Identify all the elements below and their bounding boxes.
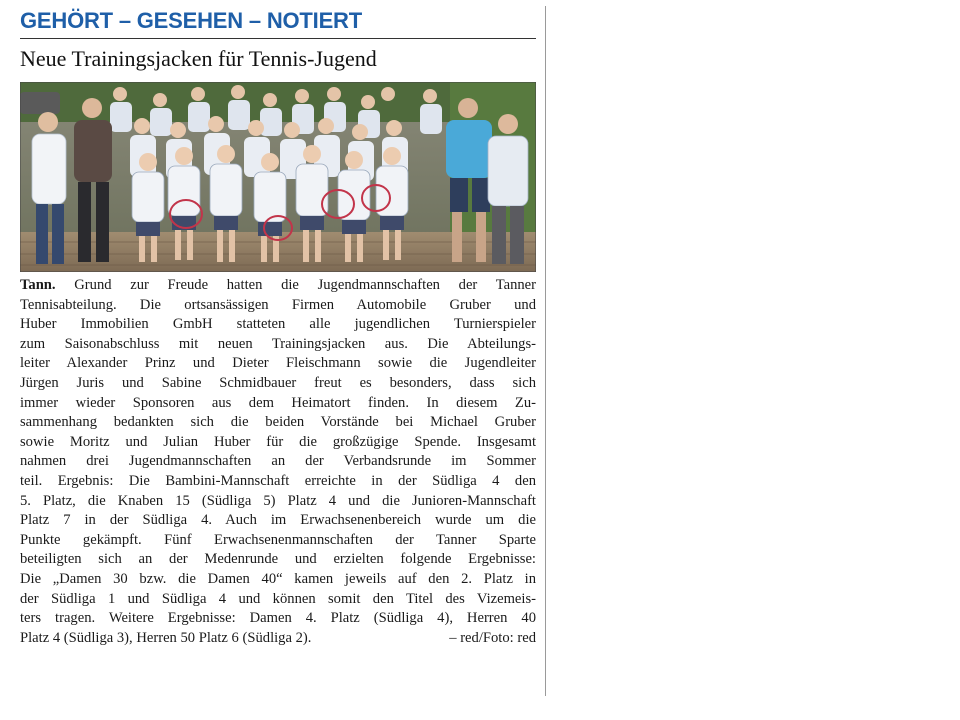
group-photo — [20, 82, 536, 272]
article-line: Die „Damen 30 bzw. die Damen 40“ kamen jeweils auf den 2. Platz in — [20, 570, 536, 587]
article-body — [20, 276, 536, 648]
article-line — [20, 276, 536, 296]
article-line: zum Saisonabschluss mit neuen Trainingsjacken aus. Die Abteilungs- — [20, 335, 536, 352]
article-line: sowie Moritz und Julian Huber für die großzügige Spende. Insgesamt — [20, 433, 536, 450]
article-line: Jürgen Juris und Sabine Schmidbauer freut es besonders, dass sich — [20, 374, 536, 391]
photo-credit: – red/Foto: red — [449, 629, 536, 646]
article-line-text: Grund zur Freude hatten die Jugendmannschaften der Tanner — [55, 277, 536, 293]
article-line: Huber Immobilien GmbH statteten alle jugendlichen Turnierspieler — [20, 316, 536, 333]
article-line: Platz 7 in der Südliga 4. Auch im Erwachsenenbereich wurde um die — [20, 512, 536, 529]
article-line: der Südliga 1 und Südliga 4 und können somit den Titel des Vizemeis- — [20, 590, 536, 607]
article-line: 5. Platz, die Knaben 15 (Südliga 5) Platz 4 und die Junioren-Mannschaft — [20, 492, 536, 509]
article-dateline: Tann. — [20, 277, 56, 293]
column-divider — [545, 6, 546, 696]
article-last-line — [20, 629, 536, 649]
article-line: sammenhang bedankten sich die beiden Vorstände bei Michael Gruber — [20, 414, 536, 431]
article-line: ters tragen. Weitere Ergebnisse: Damen 4. Platz (Südliga 4), Herren 40 — [20, 610, 536, 627]
group-photo-illustration — [20, 82, 536, 272]
article-line: teil. Ergebnis: Die Bambini-Mannschaft erreichte in der Südliga 4 den — [20, 472, 536, 489]
article-line-text: Platz 4 (Südliga 3), Herren 50 Platz 6 (Südliga 2). — [20, 629, 312, 646]
article-headline: Neue Trainingsjacken für Tennis-Jugend — [20, 46, 377, 71]
article-line: immer wieder Sponsoren aus dem Heimatort finden. In diesem Zu- — [20, 394, 536, 411]
kicker-rule — [20, 38, 536, 39]
section-kicker: GEHÖRT – GESEHEN – NOTIERT — [20, 8, 362, 33]
article-line: nahmen drei Jugendmannschaften an der Verbandsrunde im Sommer — [20, 453, 536, 470]
article-line: Tennisabteilung. Die ortsansässigen Firmen Automobile Gruber und — [20, 296, 536, 313]
article-line: beteiligten sich an der Medenrunde und erzielten folgende Ergebnisse: — [20, 551, 536, 568]
article-line: leiter Alexander Prinz und Dieter Fleischmann sowie die Jugendleiter — [20, 355, 536, 372]
article-line: Punkte gekämpft. Fünf Erwachsenenmannschaften der Tanner Sparte — [20, 531, 536, 548]
